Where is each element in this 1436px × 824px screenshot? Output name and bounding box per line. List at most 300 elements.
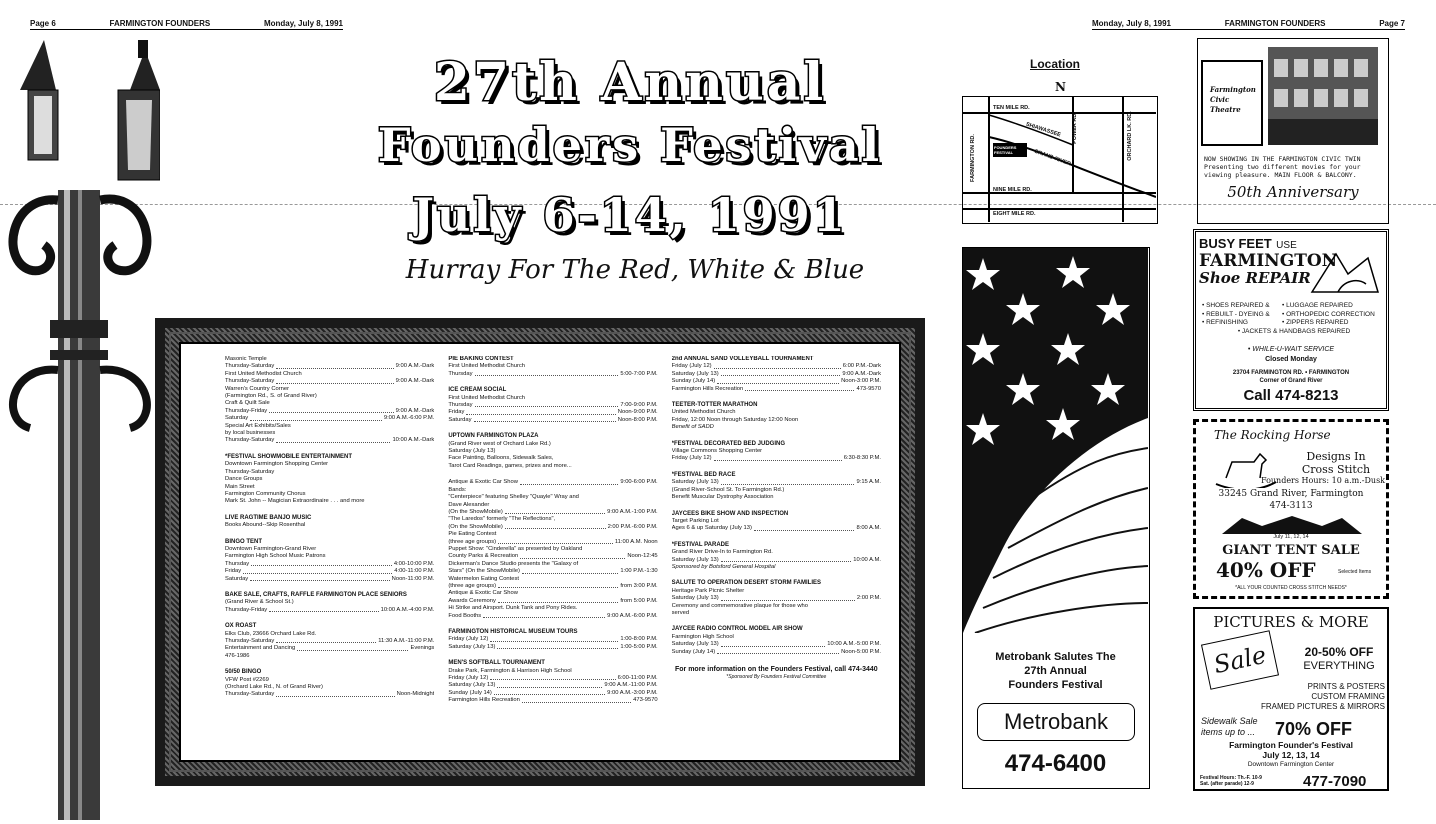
leader-dots xyxy=(714,363,841,368)
schedule-line-label: Saturday (July 13) xyxy=(671,595,719,602)
schedule-line-time: Noon-Midnight xyxy=(396,691,435,698)
schedule-line-time: 10:00 A.M.-Dark xyxy=(392,437,435,444)
schedule-section xyxy=(672,580,881,617)
theatre-text xyxy=(1204,155,1384,179)
schedule-line-label: Benefit of SADD xyxy=(671,424,714,431)
leader-dots xyxy=(721,595,855,600)
issue-date: Monday, July 8, 1991 xyxy=(1092,19,1171,28)
schedule-section xyxy=(225,623,434,660)
schedule-line xyxy=(448,583,657,590)
pictures-ad-festival xyxy=(1195,740,1387,770)
schedule-line-time: 4:00-10:00 P.M. xyxy=(393,560,435,567)
schedule-line-label: Stars" (On the ShowMobile) xyxy=(448,568,520,575)
schedule-line xyxy=(672,455,881,462)
schedule-line xyxy=(225,469,434,476)
schedule-line xyxy=(672,487,881,494)
road-label: GRAND RIVER xyxy=(1033,148,1072,168)
schedule-line xyxy=(225,400,434,407)
schedule-line xyxy=(225,484,434,491)
pictures-ad-name: PICTURES & MORE xyxy=(1213,613,1369,631)
schedule-line-time: 9:00 A.M.-Dark xyxy=(395,407,435,414)
schedule-line-time: Noon-9:00 P.M. xyxy=(617,409,658,416)
schedule-section-heading: BAKE SALE, CRAFTS, RAFFLE FARMINGTON PLACE SENIORS xyxy=(225,591,407,598)
schedule-line xyxy=(225,607,434,614)
metrobank-salute xyxy=(963,650,1148,692)
schedule-line-time: 473-9570 xyxy=(633,697,658,704)
leader-dots xyxy=(498,583,618,588)
schedule-line-label: Thursday-Friday xyxy=(225,606,268,613)
metrobank-line-2: 27th Annual xyxy=(1024,665,1087,677)
leader-dots xyxy=(474,417,616,422)
schedule-line-label: Thursday xyxy=(225,560,250,567)
schedule-line-label: served xyxy=(671,609,690,616)
schedule-line xyxy=(448,598,657,605)
schedule-line-time: Noon-5:00 P.M. xyxy=(841,648,881,655)
schedule-line-label: Downtown Farmington-Grand River xyxy=(225,545,317,552)
schedule-line-time: 8:00 A.M. xyxy=(856,525,881,532)
schedule-line-label: Thursday xyxy=(448,370,473,377)
schedule-line xyxy=(448,682,657,689)
schedule-line-label: County Parks & Recreation xyxy=(448,553,519,560)
schedule-section xyxy=(672,472,881,502)
leader-dots xyxy=(754,525,855,530)
schedule-line xyxy=(448,697,657,704)
schedule-line xyxy=(448,576,657,583)
schedule-line-label: Friday, 12:00 Noon through Saturday 12:00 Noon xyxy=(671,416,799,423)
shoe-ad-hours xyxy=(1196,345,1386,365)
schedule-line xyxy=(448,675,657,682)
schedule-line xyxy=(448,395,657,402)
service-item: • REBUILT - DYEING & xyxy=(1202,310,1270,318)
schedule-line-label: Saturday xyxy=(448,416,472,423)
shoe-ad-busy-feet: BUSY FEET xyxy=(1199,236,1272,251)
metrobank-phone: 474-6400 xyxy=(1004,750,1107,777)
schedule-line-label: Books Abound--Skip Rosenthal xyxy=(225,522,306,529)
leader-dots xyxy=(721,479,855,484)
schedule-section xyxy=(448,356,657,378)
schedule-line xyxy=(448,448,657,455)
pictures-ad-hours-line: Festival Hours: Th.-F. 10-9 xyxy=(1200,775,1262,781)
schedule-section xyxy=(225,454,434,506)
schedule-line-time: 9:00 A.M.-1:00 P.M. xyxy=(607,508,658,515)
schedule-line-time: Noon-12:45 xyxy=(627,553,658,560)
leader-dots xyxy=(251,561,392,566)
leader-dots xyxy=(490,636,618,641)
schedule-column-2 xyxy=(448,356,657,754)
schedule-line-label: Thursday-Saturday xyxy=(225,363,275,370)
schedule-line-label: Craft & Quilt Sale xyxy=(225,400,270,407)
schedule-line xyxy=(448,644,657,651)
schedule-line xyxy=(672,557,881,564)
location-title: Location xyxy=(1030,57,1080,71)
leader-dots xyxy=(721,641,826,646)
schedule-line-time: 6:30-8:30 P.M. xyxy=(843,455,881,462)
civic-theatre-ad xyxy=(1197,38,1389,224)
schedule-line xyxy=(225,491,434,498)
leader-dots xyxy=(475,402,619,407)
schedule-section-heading: 2nd ANNUAL SAND VOLLEYBALL TOURNAMENT xyxy=(671,356,814,362)
theatre-text-line: viewing pleasure. MAIN FLOOR & BALCONY. xyxy=(1204,171,1357,179)
service-item: • SHOES REPAIRED & xyxy=(1202,302,1270,309)
schedule-section-heading: JAYCEE RADIO CONTROL MODEL AIR SHOW xyxy=(671,626,803,633)
service-item: • LUGGAGE REPAIRED xyxy=(1282,302,1353,309)
schedule-line-label: Farmington Hills Recreation xyxy=(671,385,744,392)
pictures-ad-festival-line: Downtown Farmington Center xyxy=(1247,761,1335,768)
paper-name: FARMINGTON FOUNDERS xyxy=(109,19,211,28)
schedule-line-label: First United Methodist Church xyxy=(448,363,526,370)
schedule-line xyxy=(448,561,657,568)
pictures-ad-sidewalk-line: Sidewalk Sale xyxy=(1201,716,1258,726)
schedule-line xyxy=(672,634,881,641)
schedule-line xyxy=(225,408,434,415)
pictures-ad-hours-line: Sat. (after parade) 12-9 xyxy=(1200,781,1254,787)
rocking-horse-hours: Founders Hours: 10 a.m.-Dusk xyxy=(1260,476,1386,485)
pictures-ad-phone: 477-7090 xyxy=(1303,773,1367,790)
leader-dots xyxy=(276,363,393,368)
schedule-line xyxy=(448,502,657,509)
metrobank-logo: Metrobank xyxy=(977,703,1135,741)
schedule-line-label: Thursday-Friday xyxy=(225,407,268,414)
schedule-line-label: Saturday (July 13) xyxy=(671,479,719,486)
theatre-sign-line: Theatre xyxy=(1210,105,1241,114)
schedule-line xyxy=(225,677,434,684)
schedule-line-label: (Grand River-School St. To Farmington Rd.) xyxy=(671,486,785,493)
schedule-line-label: Saturday xyxy=(225,415,249,422)
schedule-line xyxy=(672,424,881,431)
schedule-line-label: (Farmington Rd., S. of Grand River) xyxy=(225,393,317,400)
rocking-horse-line: Cross Stitch xyxy=(1301,463,1371,476)
schedule-line xyxy=(448,417,657,424)
schedule-line-time: Noon-8:00 P.M. xyxy=(617,416,658,423)
schedule-line xyxy=(448,479,657,486)
leader-dots xyxy=(497,682,602,687)
schedule-line xyxy=(448,455,657,462)
schedule-section xyxy=(448,433,657,470)
schedule-section-heading: TEETER-TOTTER MARATHON xyxy=(671,402,758,409)
schedule-line-label: Ages 6 & up Saturday (July 13) xyxy=(671,525,752,532)
schedule-line-time: 9:00 A.M.-Dark xyxy=(395,363,435,370)
leader-dots xyxy=(717,649,839,654)
schedule-section-heading: *FESTIVAL BED RACE xyxy=(671,471,736,478)
schedule-line-time: 2:00 P.M.-6:00 P.M. xyxy=(607,523,658,530)
schedule-line-label: Food Booths xyxy=(448,612,482,619)
schedule-line-label: Dave Alexander xyxy=(448,501,490,508)
rocking-horse-address xyxy=(1196,488,1386,512)
schedule-line-label: Thursday-Saturday xyxy=(225,437,275,444)
shoe-ad-services xyxy=(1202,302,1386,336)
schedule-board xyxy=(155,318,925,786)
headline-subtitle: Hurray For The Red, White & Blue xyxy=(405,255,865,285)
schedule-line-label: (Grand River & School St.) xyxy=(225,599,294,606)
leader-dots xyxy=(494,690,605,695)
schedule-section-heading: OX ROAST xyxy=(225,623,257,630)
schedule-line xyxy=(225,498,434,505)
pictures-ad-sale: Sale xyxy=(1201,630,1279,690)
leader-dots xyxy=(466,409,615,414)
tent-sale-discount: 40% OFF xyxy=(1216,558,1316,582)
schedule-line-time: 473-9570 xyxy=(856,385,881,392)
schedule-line-label: Thursday-Saturday xyxy=(225,468,275,475)
leader-dots xyxy=(714,455,842,460)
schedule-line-time: from 3:00 P.M. xyxy=(620,582,658,589)
schedule-line xyxy=(672,518,881,525)
theatre-sign-line: Civic xyxy=(1210,95,1230,104)
leader-dots xyxy=(522,568,618,573)
schedule-section-heading: PIE BAKING CONTEST xyxy=(448,356,514,362)
schedule-line xyxy=(448,524,657,531)
rocking-horse-designs xyxy=(1291,450,1381,476)
schedule-line-time: 9:15 A.M. xyxy=(856,479,881,486)
shoe-illustration-icon xyxy=(1308,244,1382,298)
schedule-line-time: 10:00 A.M.-5:00 P.M. xyxy=(827,641,881,648)
schedule-line xyxy=(225,386,434,393)
paper-name: FARMINGTON FOUNDERS xyxy=(1224,19,1326,28)
pictures-ad-product: CUSTOM FRAMING xyxy=(1311,692,1385,701)
schedule-line-label: Saturday (July 13) xyxy=(448,643,496,650)
schedule-line-label: Friday (July 12) xyxy=(448,675,489,682)
schedule-line xyxy=(672,595,881,602)
schedule-line xyxy=(448,402,657,409)
schedule-line-label: United Methodist Church xyxy=(671,409,736,416)
pictures-ad-big-discount: 70% OFF xyxy=(1275,719,1353,739)
schedule-line-time: 1:00-8:00 P.M. xyxy=(620,636,658,643)
schedule-line-label: Main Street xyxy=(225,483,255,490)
headline-line-2: Founders Festival xyxy=(377,118,883,172)
schedule-line-label: Benefit Muscular Dystrophy Association xyxy=(671,494,774,501)
schedule-line xyxy=(672,494,881,501)
schedule-line-time: 9:00 A.M.-Dark xyxy=(395,378,435,385)
schedule-line xyxy=(225,553,434,560)
leader-dots xyxy=(490,675,615,680)
pictures-ad-sidewalk-line: items up to ... xyxy=(1201,727,1256,737)
tent-sale-needs: *ALL YOUR COUNTED CROSS STITCH NEEDS* xyxy=(1235,585,1347,591)
schedule-line xyxy=(225,371,434,378)
schedule-section-heading: *FESTIVAL PARADE xyxy=(671,541,729,548)
schedule-line-time: 1:00 P.M.-1:30 xyxy=(620,568,658,575)
leader-dots xyxy=(717,378,839,383)
schedule-section xyxy=(225,356,434,445)
leader-dots xyxy=(497,644,618,649)
schedule-line-label: Saturday (July 13) xyxy=(671,556,719,563)
schedule-line-time: 9:00 A.M.-3:00 P.M. xyxy=(607,689,658,696)
schedule-line-label: Friday (July 12) xyxy=(671,363,712,370)
pictures-ad-hours xyxy=(1200,775,1262,787)
schedule-line xyxy=(448,636,657,643)
tent-sale-title: GIANT TENT SALE xyxy=(1222,543,1360,558)
north-arrow: N xyxy=(1055,80,1066,94)
leader-dots xyxy=(297,645,408,650)
schedule-line xyxy=(448,363,657,370)
schedule-section-heading: SALUTE TO OPERATION DESERT STORM FAMILIES xyxy=(671,580,821,587)
page-number: Page 6 xyxy=(30,19,56,28)
schedule-line-label: Mark St. John -- Magician Extraordinaire . . . and more xyxy=(225,498,365,505)
rocking-horse-phone: 474-3113 xyxy=(1269,501,1313,511)
schedule-line xyxy=(225,437,434,444)
schedule-section-heading: MEN'S SOFTBALL TOURNAMENT xyxy=(448,660,545,667)
page-number: Page 7 xyxy=(1379,19,1405,28)
schedule-line-label: Dance Groups xyxy=(225,476,263,483)
schedule-section xyxy=(225,539,434,583)
schedule-line-label: Pie Eating Contest xyxy=(448,531,497,538)
schedule-line-label: Friday (July 12) xyxy=(448,636,489,643)
pictures-ad-product: FRAMED PICTURES & MIRRORS xyxy=(1260,702,1385,711)
schedule-line xyxy=(225,576,434,583)
road-label: SHIAWASSEE xyxy=(1024,121,1062,139)
schedule-line-label: Farmington High School Music Patrons xyxy=(225,553,326,560)
schedule-line-time: 9:00 A.M.-6:00 P.M. xyxy=(607,612,658,619)
schedule-line-label: Drake Park, Farmington & Harrison High School xyxy=(448,667,572,674)
schedule-line-time: 2:00 P.M. xyxy=(856,595,881,602)
schedule-line xyxy=(225,645,434,652)
schedule-line xyxy=(225,461,434,468)
schedule-line-label: (three age groups) xyxy=(448,538,497,545)
schedule-line-label: "The Laredos" formerly "The Reflections", xyxy=(448,516,556,523)
schedule-line-label: Sunday (July 14) xyxy=(448,689,492,696)
schedule-line xyxy=(448,463,657,470)
schedule-line-label: Farmington Community Chorus xyxy=(225,490,306,497)
rocking-horse-line: Designs In xyxy=(1306,450,1366,463)
leader-dots xyxy=(250,415,382,420)
pictures-ad-everything: EVERYTHING xyxy=(1303,660,1375,672)
schedule-line-time: Evenings xyxy=(410,645,435,652)
schedule-line-label: Sunday (July 14) xyxy=(671,648,716,655)
schedule-line xyxy=(225,631,434,638)
schedule-line-time: 5:00-7:00 P.M. xyxy=(620,370,658,377)
schedule-line-time: 9:00-6:00 P.M. xyxy=(620,479,658,486)
schedule-line-label: 476-1986 xyxy=(225,652,250,659)
schedule-line-time: 10:00 A.M. xyxy=(853,556,881,563)
leader-dots xyxy=(276,437,390,442)
schedule-line xyxy=(448,494,657,501)
schedule-line xyxy=(672,588,881,595)
schedule-section-heading: LIVE RAGTIME BANJO MUSIC xyxy=(225,514,312,521)
headline-line-1: 27th Annual xyxy=(433,52,827,113)
schedule-line-time: 6:00 P.M.-Dark xyxy=(842,363,881,370)
leader-dots xyxy=(520,479,618,484)
schedule-line xyxy=(448,531,657,538)
schedule-line-label: (On the ShowMobile) xyxy=(448,508,503,515)
leader-dots xyxy=(721,557,852,562)
schedule-line xyxy=(448,487,657,494)
leader-dots xyxy=(505,509,605,514)
schedule-line-label: Farmington Hills Recreation xyxy=(448,697,520,704)
shoe-ad-address-line: 23704 FARMINGTON RD. • FARMINGTON xyxy=(1232,370,1350,376)
schedule-line xyxy=(225,522,434,529)
tent-sale-dates: July 11, 12, 14 xyxy=(1273,534,1309,540)
service-item: • REFINISHING xyxy=(1202,319,1248,326)
schedule-line-label: Saturday (July 13) xyxy=(448,448,496,455)
schedule-line xyxy=(225,638,434,645)
schedule-line-label: Thursday-Saturday xyxy=(225,638,275,644)
schedule-line-label: (Grand River west of Orchard Lake Rd.) xyxy=(448,440,551,447)
leader-dots xyxy=(505,524,606,529)
schedule-section xyxy=(672,626,881,656)
schedule-line xyxy=(448,568,657,575)
schedule-section-heading: UPTOWN FARMINGTON PLAZA xyxy=(448,433,539,440)
schedule-line-label: Sunday (July 14) xyxy=(671,378,716,385)
service-item: • ZIPPERS REPAIRED xyxy=(1282,319,1349,326)
schedule-line-label: Sponsored by Botsford General Hospital xyxy=(671,563,776,570)
shoe-ad-phone: Call 474-8213 xyxy=(1243,387,1339,404)
schedule-line-label: (On the ShowMobile) xyxy=(448,523,503,530)
schedule-section xyxy=(225,669,434,699)
schedule-line-time: 11:30 A.M.-11:00 P.M. xyxy=(378,638,435,644)
tent-icon xyxy=(1222,514,1362,534)
theatre-text-line: Presenting two different movies for your xyxy=(1204,163,1361,171)
schedule-line xyxy=(225,691,434,698)
schedule-line xyxy=(225,363,434,370)
schedule-section-heading: BINGO TENT xyxy=(225,538,262,545)
schedule-line xyxy=(448,553,657,560)
schedule-line xyxy=(448,539,657,546)
issue-date: Monday, July 8, 1991 xyxy=(263,19,343,28)
schedule-line xyxy=(225,476,434,483)
schedule-line-time: 9:00 A.M.-6:00 P.M. xyxy=(383,415,435,422)
schedule-line xyxy=(448,509,657,516)
schedule-line xyxy=(672,610,881,617)
schedule-line-label: Target Parking Lot xyxy=(671,517,719,524)
pictures-and-more-ad xyxy=(1193,607,1389,791)
schedule-line-label: Heritage Park Picnic Shelter xyxy=(671,587,745,594)
schedule-line-label: Awards Ceremony xyxy=(448,597,496,604)
schedule-line-time: 11:00 A.M. Noon xyxy=(614,538,658,545)
leader-dots xyxy=(745,386,854,391)
schedule-section-heading: *FESTIVAL SHOWMOBILE ENTERTAINMENT xyxy=(225,453,352,460)
shoe-ad-closed: Closed Monday xyxy=(1265,356,1317,363)
schedule-line-label: Thursday-Saturday xyxy=(225,691,275,698)
schedule-line-label: by local businesses xyxy=(225,430,276,437)
schedule-line xyxy=(448,590,657,597)
schedule-line-label: Saturday (July 13) xyxy=(671,370,719,377)
road-label: ORCHARD LK. RD. xyxy=(1126,111,1133,161)
pictures-ad-products xyxy=(1235,682,1385,712)
schedule-line xyxy=(672,479,881,486)
schedule-line xyxy=(225,568,434,575)
schedule-section xyxy=(448,387,657,424)
schedule-line-label: Saturday (July 13) xyxy=(448,682,496,689)
schedule-section xyxy=(225,592,434,614)
location-map xyxy=(962,96,1158,224)
pictures-ad-festival-line: July 12, 13, 14 xyxy=(1262,750,1320,760)
road-label: EIGHT MILE RD. xyxy=(993,211,1036,217)
schedule-line-time: 1:00-5:00 P.M. xyxy=(620,643,658,650)
flag-illustration xyxy=(963,248,1148,633)
schedule-line xyxy=(672,371,881,378)
schedule-line-label: Saturday xyxy=(225,575,249,582)
schedule-line-label: Friday (July 12) xyxy=(671,455,712,462)
rocking-horse-name: The Rocking Horse xyxy=(1214,428,1331,442)
pictures-ad-product: PRINTS & POSTERS xyxy=(1307,682,1385,691)
schedule-section xyxy=(672,402,881,432)
schedule-line-time: 9:00 A.M.-11:00 P.M. xyxy=(604,682,658,689)
theatre-anniversary: 50th Anniversary xyxy=(1227,183,1359,201)
schedule-section xyxy=(672,511,881,533)
schedule-line xyxy=(448,668,657,675)
more-info-text: For more information on the Founders Festival, call 474-3440 xyxy=(674,666,878,673)
schedule-line-time: 6:00-11:00 P.M. xyxy=(617,675,658,682)
schedule-line-time: Noon-3:00 P.M. xyxy=(841,378,881,385)
leader-dots xyxy=(520,553,625,558)
schedule-section xyxy=(225,515,434,530)
schedule-line-label: Friday xyxy=(225,568,242,575)
schedule-line xyxy=(225,684,434,691)
leader-dots xyxy=(498,598,618,603)
schedule-line-label: Watermelon Eating Contest xyxy=(448,575,519,582)
schedule-line-time: 9:00 A.M.-Dark xyxy=(842,370,881,377)
theatre-sign-line: Farmington xyxy=(1210,85,1256,94)
leader-dots xyxy=(269,408,393,413)
schedule-line-label: Thursday xyxy=(448,402,473,409)
